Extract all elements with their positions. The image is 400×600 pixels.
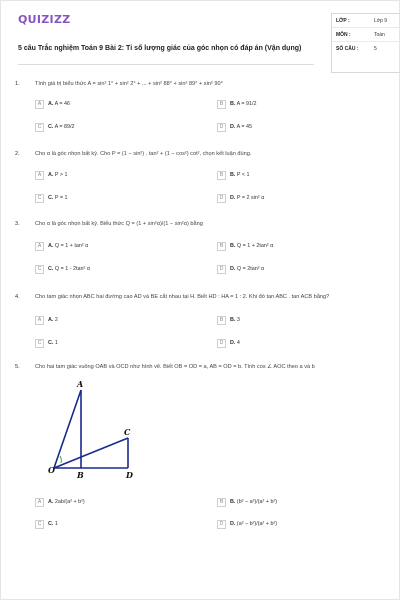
option-value: Q = 1 + 2tan² α [236, 243, 274, 249]
option-label: A. [48, 243, 54, 249]
option-value: Q = 2tan² α [236, 266, 265, 272]
option-letter: B [217, 171, 226, 180]
question-number: 2. [15, 151, 20, 157]
question-number: 3. [15, 221, 20, 227]
option-label: B. [230, 499, 236, 505]
option-letter: D [217, 265, 226, 274]
header [18, 13, 388, 75]
option-label: D. [230, 124, 236, 130]
option-4c[interactable] [35, 338, 58, 348]
point-label-o: O [48, 465, 55, 475]
option-value: (b² − a²)/(a² + b²) [236, 499, 278, 505]
option-5c[interactable] [35, 519, 58, 529]
option-letter: D [217, 520, 226, 529]
option-value: P < 1 [236, 172, 250, 178]
option-label: C. [48, 266, 54, 272]
option-value: P > 1 [54, 172, 68, 178]
option-label: C. [48, 195, 54, 201]
meta-box [331, 13, 400, 73]
meta-label: SỐ CÂU : [336, 46, 359, 52]
option-letter: C [35, 123, 44, 132]
option-letter: C [35, 339, 44, 348]
option-5b[interactable] [217, 497, 277, 507]
question-number: 5. [15, 364, 20, 370]
option-label: A. [48, 499, 54, 505]
option-label: D. [230, 340, 236, 346]
option-1c[interactable] [35, 122, 75, 132]
question-number: 4. [15, 294, 20, 300]
option-label: A. [48, 101, 54, 107]
segment-oc [54, 438, 128, 468]
option-label: C. [48, 340, 54, 346]
triangle-figure [48, 379, 148, 481]
option-value: A = 91/2 [236, 101, 257, 107]
option-label: D. [230, 195, 236, 201]
question-number: 1. [15, 81, 20, 87]
option-label: B. [230, 317, 236, 323]
option-letter: B [217, 498, 226, 507]
meta-row-count [332, 42, 400, 56]
option-label: D. [230, 521, 236, 527]
option-value: 2 [54, 317, 58, 323]
option-value: A = 45 [236, 124, 253, 130]
question-text: Cho hai tam giác vuông OAB và OCD như hình vẽ. Biết OB = OD = a, AB = OD = b. Tính cos ∠ AOC theo a và b [35, 364, 315, 370]
meta-row-class [332, 14, 400, 28]
option-value: A = 89/2 [54, 124, 75, 130]
option-3c[interactable] [35, 264, 90, 274]
option-letter: A [35, 242, 44, 251]
option-1d[interactable] [217, 122, 252, 132]
meta-value: Toán [374, 31, 385, 38]
option-value: Q = 1 - 2tan² α [54, 266, 90, 272]
point-label-a: A [77, 379, 84, 389]
option-value: 2ab/(a² + b²) [54, 499, 85, 505]
option-2c[interactable] [35, 193, 68, 203]
option-value: A = 46 [54, 101, 71, 107]
angle-aoc-arc [60, 456, 61, 463]
meta-value: Lớp 9 [374, 17, 388, 24]
option-1a[interactable] [35, 99, 70, 109]
meta-value: 5 [374, 46, 377, 52]
meta-label: LỚP : [336, 17, 350, 24]
meta-row-subject [332, 28, 400, 42]
option-letter: D [217, 123, 226, 132]
option-label: A. [48, 317, 54, 323]
option-1b[interactable] [217, 99, 257, 109]
option-3a[interactable] [35, 241, 88, 251]
option-letter: C [35, 194, 44, 203]
meta-label: MÔN : [336, 31, 351, 38]
option-value: P = 1 [54, 195, 68, 201]
option-label: A. [48, 172, 54, 178]
quizizz-logo: QUIZIZZ [18, 13, 71, 26]
option-letter: B [217, 316, 226, 325]
option-label: C. [48, 124, 54, 130]
option-2d[interactable] [217, 193, 264, 203]
question-text: Cho tam giác nhọn ABC hai đường cao AD và BE cắt nhau tại H. Biết HD : HA = 1 : 2. Khi đó tan ABC . tan ACB bằng? [35, 294, 330, 300]
option-4d[interactable] [217, 338, 240, 348]
point-label-d: D [126, 470, 133, 480]
option-value: 4 [236, 340, 240, 346]
option-letter: A [35, 316, 44, 325]
option-5d[interactable] [217, 519, 277, 529]
option-value: 3 [236, 317, 240, 323]
option-letter: A [35, 498, 44, 507]
question-text: Tính giá trị biểu thức A = sin² 1° + sin² 2° + ... + sin² 88° + sin² 89° + sin² 90° [35, 81, 223, 87]
option-4a[interactable] [35, 315, 58, 325]
option-value: 1 [54, 521, 58, 527]
option-3b[interactable] [217, 241, 273, 251]
point-label-b: B [77, 470, 84, 480]
option-2a[interactable] [35, 170, 68, 180]
option-letter: C [35, 520, 44, 529]
option-value: 1 [54, 340, 58, 346]
divider [18, 64, 314, 65]
option-label: D. [230, 266, 236, 272]
option-letter: C [35, 265, 44, 274]
option-5a[interactable] [35, 497, 85, 507]
page-title: 5 câu Trắc nghiệm Toán 9 Bài 2: Tỉ số lượng giác của góc nhọn có đáp án (Vận dụng) [18, 45, 302, 52]
option-letter: D [217, 194, 226, 203]
option-letter: B [217, 100, 226, 109]
point-label-c: C [124, 427, 131, 437]
option-label: B. [230, 101, 236, 107]
option-value: Q = 1 + tan² α [54, 243, 89, 249]
option-label: B. [230, 243, 236, 249]
option-value: P = 2 sin² α [236, 195, 265, 201]
option-letter: A [35, 171, 44, 180]
option-2b[interactable] [217, 170, 250, 180]
segment-oa [54, 390, 81, 468]
option-letter: D [217, 339, 226, 348]
option-3d[interactable] [217, 264, 264, 274]
option-value: (a² − b²)/(a² + b²) [236, 521, 278, 527]
option-label: B. [230, 172, 236, 178]
option-letter: A [35, 100, 44, 109]
question-text: Cho α là góc nhọn bất kỳ. Cho P = (1 − sin²) . tan² + (1 − cos²) cot², chọn kết luận đúng. [35, 151, 252, 157]
option-4b[interactable] [217, 315, 240, 325]
option-label: C. [48, 521, 54, 527]
option-letter: B [217, 242, 226, 251]
question-text: Cho α là góc nhọn bất kỳ. Biểu thức Q = (1 + sin²α)/(1 − sin²α) bằng [35, 221, 203, 227]
